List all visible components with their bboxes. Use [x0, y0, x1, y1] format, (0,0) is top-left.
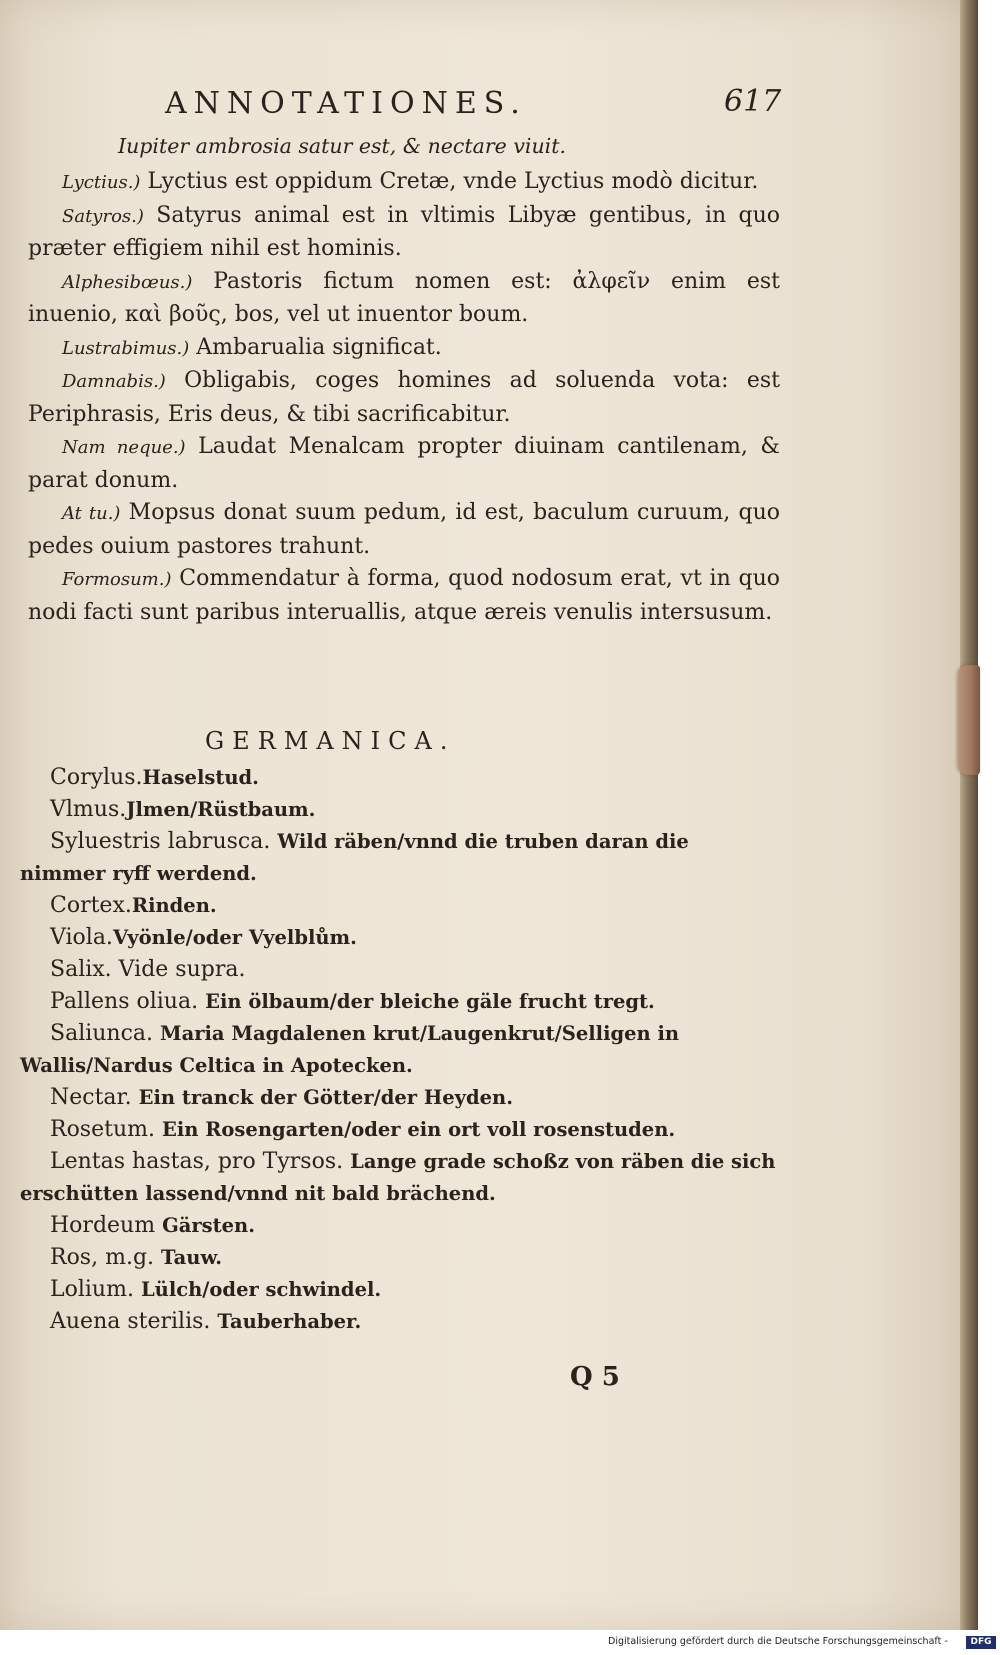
glossary-entry	[20, 1146, 780, 1210]
glossary-entry	[20, 1018, 780, 1082]
annotation-note	[28, 365, 780, 431]
digitization-credit: Digitalisierung gefördert durch die Deutsche Forschungsgemeinschaft -	[608, 1636, 948, 1647]
latin-term: Lentas hastas, pro Tyrsos.	[50, 1149, 351, 1174]
glossary-list	[20, 762, 780, 1338]
glossary-entry	[20, 922, 780, 954]
glossary-entry	[20, 1274, 780, 1306]
note-lemma: Alphesibœus.)	[62, 271, 193, 293]
note-text: Ambarualia significat.	[189, 334, 442, 360]
note-text: Pastoris fictum nomen est: ἀλφεῖν enim est inuenio, καὶ βοῦς, bos, vel ut inuentor boum.	[28, 268, 780, 327]
glossary-entry	[20, 1210, 780, 1242]
glossary-entry	[20, 1306, 780, 1338]
note-text: Mopsus donat suum pedum, id est, baculum curuum, quo pedes ouium pastores trahunt.	[28, 500, 780, 559]
glossary-entry	[20, 954, 780, 986]
german-gloss: Tauberhaber.	[217, 1310, 362, 1333]
latin-term: Vlmus.	[50, 797, 127, 822]
latin-term: Saliunca.	[50, 1021, 161, 1046]
dfg-logo-icon: DFG	[966, 1636, 996, 1649]
annotation-note	[28, 332, 780, 366]
annotation-note	[28, 200, 780, 266]
note-text: Obligabis, coges homines ad soluenda vota: est Periphrasis, Eris deus, & tibi sacrificabitur.	[28, 368, 780, 427]
note-text: Laudat Menalcam propter diuinam cantilenam, & parat donum.	[28, 434, 780, 493]
annotation-note	[28, 266, 780, 332]
german-gloss: Jlmen/Rüstbaum.	[126, 798, 316, 821]
page-number: 617	[724, 84, 782, 119]
annotations-body	[28, 166, 780, 629]
running-head: ANNOTATIONES.	[165, 86, 527, 121]
latin-term: Hordeum	[50, 1213, 163, 1238]
glossary-entry	[20, 890, 780, 922]
glossary-entry	[20, 1114, 780, 1146]
german-gloss: Ein Rosengarten/oder ein ort voll rosenstuden.	[161, 1118, 676, 1141]
note-lemma: At tu.)	[62, 503, 121, 524]
latin-term: Pallens oliua.	[50, 989, 206, 1014]
latin-term: Syluestris labrusca.	[50, 829, 278, 854]
note-lemma: Nam neque.)	[62, 437, 186, 458]
annotation-note	[28, 497, 780, 563]
note-lemma: Formosum.)	[62, 569, 172, 590]
glossary-entry	[20, 986, 780, 1018]
glossary-entry	[20, 826, 780, 890]
note-text: Lyctius est oppidum Cretæ, vnde Lyctius modò dicitur.	[140, 169, 759, 194]
german-gloss: Rinden.	[131, 894, 217, 917]
section-heading: GERMANICA.	[205, 727, 456, 755]
thumb-tab	[958, 665, 980, 775]
latin-term: Viola.	[50, 925, 113, 950]
latin-term: Nectar.	[50, 1085, 139, 1110]
note-lemma: Lustrabimus.)	[62, 337, 190, 359]
glossary-entry	[20, 762, 780, 794]
note-lemma: Damnabis.)	[62, 371, 166, 392]
latin-term: Ros, m.g.	[50, 1245, 162, 1270]
note-text: Satyrus animal est in vltimis Libyæ gentibus, in quo præter effigiem nihil est hominis.	[28, 202, 780, 261]
quoted-verse: Iupiter ambrosia satur est, & nectare viuit.	[118, 134, 566, 158]
german-gloss: Lülch/oder schwindel.	[140, 1278, 382, 1301]
annotation-note	[28, 166, 780, 200]
page-fore-edge	[960, 0, 978, 1630]
annotation-note	[28, 563, 780, 629]
latin-term: Cortex.	[50, 893, 132, 918]
glossary-entry	[20, 794, 780, 826]
german-gloss: Lange grade schoßz von räben die sich erschütten lassend/vnnd nit bald brächend.	[20, 1150, 776, 1205]
glossary-entry	[20, 1082, 780, 1114]
latin-term: Salix. Vide supra.	[50, 957, 246, 982]
glossary-entry	[20, 1242, 780, 1274]
german-gloss: Vyönle/oder Vyelblům.	[112, 926, 357, 949]
german-gloss: Ein ölbaum/der bleiche gäle frucht tregt.	[205, 990, 655, 1013]
german-gloss: Wild räben/vnnd die truben daran die nimmer ryff werdend.	[20, 830, 689, 885]
latin-term: Lolium.	[50, 1277, 141, 1302]
note-text: Commendatur à forma, quod nodosum erat, vt in quo nodi facti sunt paribus interuallis, atque æreis venulis intersusum.	[28, 566, 780, 625]
latin-term: Corylus.	[50, 765, 143, 790]
annotation-note	[28, 431, 780, 497]
note-lemma: Lyctius.)	[62, 172, 141, 193]
german-gloss: Maria Magdalenen krut/Laugenkrut/Selligen in Wallis/Nardus Celtica in Apotecken.	[20, 1022, 680, 1077]
signature-mark: Q 5	[570, 1362, 620, 1392]
german-gloss: Gärsten.	[162, 1214, 255, 1237]
latin-term: Rosetum.	[50, 1117, 162, 1142]
german-gloss: Ein tranck der Götter/der Heyden.	[138, 1086, 513, 1109]
german-gloss: Haselstud.	[142, 766, 259, 789]
german-gloss: Tauw.	[161, 1246, 223, 1269]
note-lemma: Satyros.)	[62, 205, 144, 227]
latin-term: Auena sterilis.	[50, 1309, 218, 1334]
